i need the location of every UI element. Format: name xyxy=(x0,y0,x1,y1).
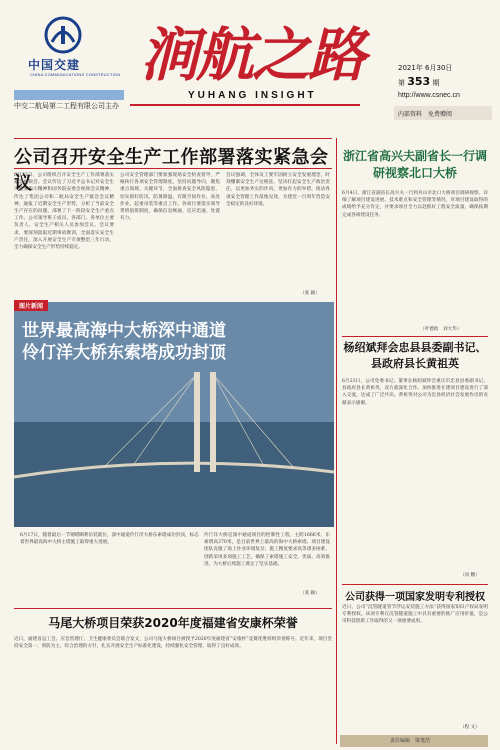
feature-caption: 6月17日，随着最后一节钢塔顺利吊装就位，深中通道伶仃洋大桥东索塔成功封顶，标志着世界最高海中大桥主塔施工取得重大进展。 xyxy=(20,533,199,546)
cccc-logo-icon xyxy=(44,16,82,54)
story3-body: 近日，公司“沉管隧道管节浮运安装施工方法”获得国家知识产权局发明专利授权。该项专利在沉管隧道施工中具有重要的推广应用价值，是公司科技创新工作取得的又一项重要成果。 xyxy=(342,605,488,625)
lead-byline: （张 颖） xyxy=(300,291,320,296)
brand-name-cn: 中国交建 xyxy=(28,58,81,72)
story3-rule xyxy=(342,584,488,585)
feature-headline: 世界最高海中大桥深中通道 伶仃洋大桥东索塔成功封顶 xyxy=(22,321,226,363)
sidebar-divider xyxy=(336,138,337,744)
title-underline xyxy=(130,104,360,106)
awards-top-rule xyxy=(14,608,332,609)
story2-rule xyxy=(342,336,488,337)
masthead xyxy=(0,0,500,140)
lead-column-3: 会议强调，全体员工要牢固树立安全发展理念，时刻绷紧安全生产这根弦，坚决扛起安全生产政治责任，以更加务实的作风、更加有力的举措，推动各项安全管理工作落地见效，为建党一百周年营造安全稳定的良好环境。 xyxy=(226,173,330,207)
issue-date: 2021年 6月30日 xyxy=(398,64,453,72)
issue-number: 第 353 期 xyxy=(398,75,440,88)
lead-column-1: 6月23日，公司组织召开安全生产工作部署落实紧急视频会。会议传达了习近平总书记对安全生产重要指示精神和国务院安委会视频会议精神，传达了集团公司和二航局安全生产紧急会议精神，通报了近期安全生产形势，分析了当前安全生产存在的问题，部署了下一阶段安全生产重点工作。公司领导班子成员，各部门、各单位主要负责人、安全生产相关人员参加会议。会议要求，要深刻汲取近期事故教训，全面落实安全生产责任，深入开展安全生产专项整治三年行动，全力确保安全生产形势持续稳定。 xyxy=(14,173,114,251)
lead-top-rule xyxy=(14,138,332,139)
story2-body: 6月23日，公司党委书记、董事长杨绍斌拜会重庆市忠县县委副书记、县政府县长黄祖英，双方就深化合作、加快推进在建项目建设进行了深入交流，达成了广泛共识。黄祖英对公司为忠县经济社会发展作出的贡献表示感谢。 xyxy=(342,379,488,406)
awards-body: 近日，福建省总工会、应急管理厅、卫生健康委员会联合发文，公司马尾大桥项目被授予2020年度福建省“安康杯”竞赛优胜班组荣誉称号。近年来，项目坚持安全第一、预防为主、综合治理的方针，扎实开展安全生产标准化建设，持续强化安全管理，取得了良好成效。 xyxy=(14,637,332,650)
free-note: 内部资料 免费赠阅 xyxy=(398,111,453,118)
publisher: 中交二航局第二工程有限公司主办 xyxy=(14,102,119,110)
story2-byline: （闵 鹏） xyxy=(460,573,480,578)
lead-headline-rule xyxy=(14,168,332,169)
lead-headline: 公司召开安全生产工作部署落实紧急会议 xyxy=(14,147,329,194)
awards-headline: 马尾大桥项目荣获2020年度福建省安康杯荣誉 xyxy=(48,616,298,630)
story1-headline: 浙江省高兴夫副省长一行调研视察北口大桥 xyxy=(342,149,487,180)
issue-info xyxy=(398,62,452,90)
publisher-bar xyxy=(14,90,124,100)
feature-byline: （张 颖） xyxy=(300,591,320,596)
story2-headline: 杨绍斌拜会忠县县委副书记、县政府县长黄祖英 xyxy=(343,341,487,370)
feature-body: 伶仃洋大桥是深中通道项目的控制性工程，主跨1666米，东索塔高270米，是目前世界上最高的海中大桥索塔。项目建设团队克服了海上作业环境复杂、施工精度要求高等诸多困难，创新采用多项施工工艺，确保了索塔施工安全、优质、高效推进，为大桥后续施工奠定了坚实基础。 xyxy=(204,533,330,567)
newspaper-title-en: YUHANG INSIGHT xyxy=(188,90,317,101)
story3-byline: （程 文） xyxy=(460,725,480,730)
story3-headline: 公司获得一项国家发明专利授权 xyxy=(345,592,485,603)
editor-credit: 责任编辑 梁笔浩 xyxy=(390,738,431,744)
story1-body: 6月4日，浙江省副省长高兴夫一行到舟山市北口大桥项目调研视察，详细了解项目建设进展、技术难点和安全管理等情况，对项目建设取得的成绩给予充分肯定，并要求项目全力以赴抓好工程安全质量，确保按期完成各项建设任务。 xyxy=(342,191,488,218)
photo-news-tag: 图片新闻 xyxy=(14,300,48,311)
newspaper-title-calligraphy: 涧航之路 xyxy=(140,21,365,89)
story1-byline: （叶德政 刘大华） xyxy=(420,327,462,332)
website-link[interactable]: http://www.csnec.cn xyxy=(398,92,460,99)
lead-column-2: 公司安全管理部门要加强现场安全检查督导，严格执行各项安全管理制度，坚持问题导向，聚焦重点领域、关键环节，全面排查安全风险隐患，切实抓好防汛、防暑降温、有限空间作业、高处作业、起重吊装等重点工作。各项目要落实领导带班值班制度，确保信息畅通、反应迅速、处置有力。 xyxy=(120,173,220,222)
brand-name-en: CHINA COMMUNICATIONS CONSTRUCTION xyxy=(30,72,121,77)
